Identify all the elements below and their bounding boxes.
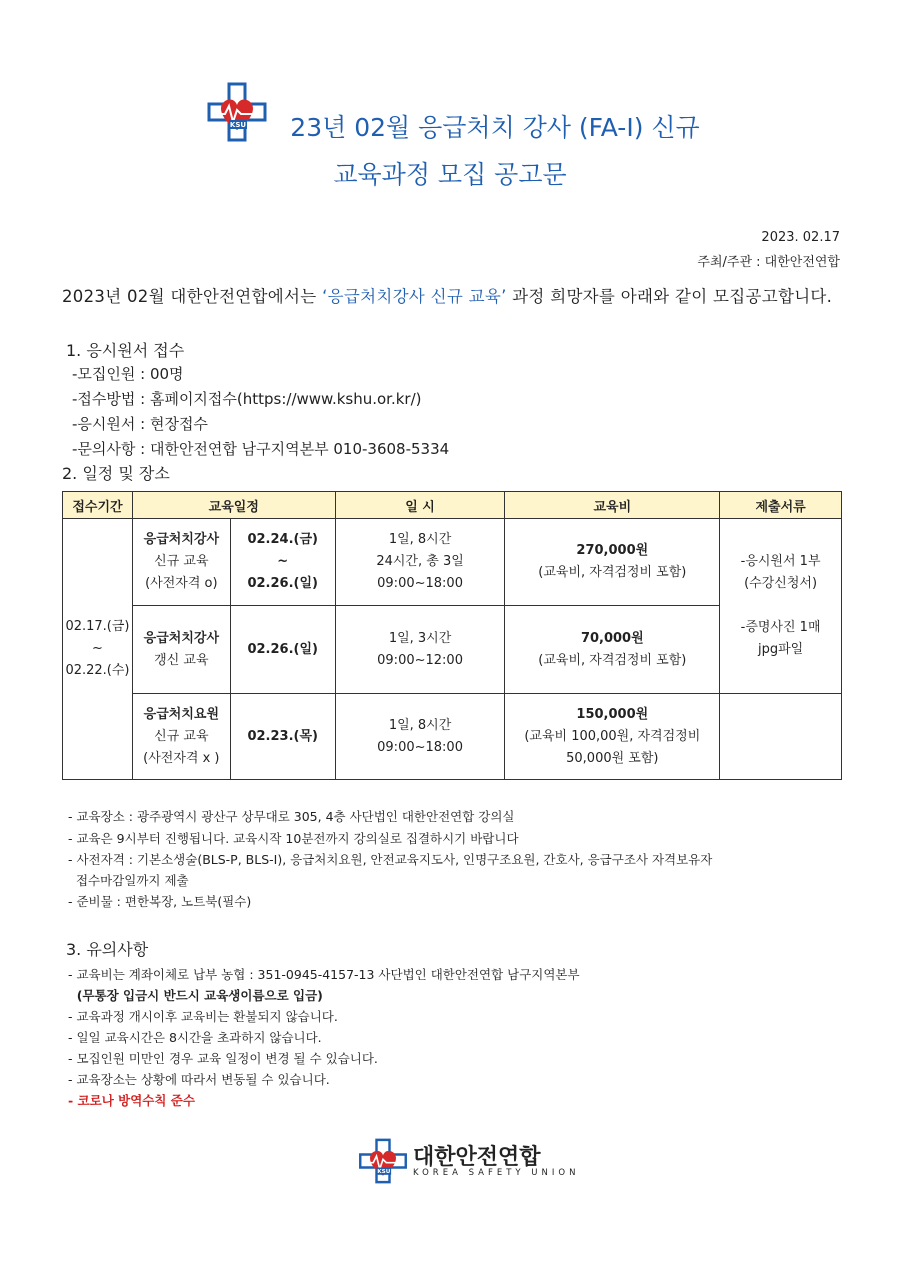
intro-highlight: ‘응급처치강사 신규 교육’ — [322, 287, 507, 306]
fee-cell — [505, 519, 720, 606]
document-spacer — [721, 595, 840, 617]
fee-amount: 70,000원 — [580, 630, 644, 646]
caution-item: - 교육장소는 상황에 따라서 변동될 수 있습니다. — [68, 1072, 330, 1087]
course-prereq: (사전자격 o) — [145, 576, 218, 591]
fee-note: (교육비, 자격검정비 포함) — [538, 652, 687, 668]
course-prereq: (사전자격 x ) — [143, 750, 220, 766]
period-cell — [63, 519, 133, 780]
note-line: - 교육은 9시부터 진행됩니다. 교육시작 10분전까지 강의실로 집결하시기 바랍니다 — [68, 831, 519, 846]
documents-cell-empty — [720, 694, 842, 780]
caution-item: (무통장 입금시 반드시 교육생이름으로 입금) — [68, 988, 323, 1003]
header-time: 일 시 — [335, 492, 505, 519]
intro-paragraph — [62, 283, 842, 310]
document-line: jpg파일 — [757, 642, 804, 657]
time-cell — [335, 519, 505, 606]
course-cell — [132, 694, 230, 780]
course-type: 갱신 교육 — [154, 652, 209, 668]
time-line: 09:00~18:00 — [377, 739, 463, 755]
time-cell — [335, 694, 505, 780]
time-line: 24시간, 총 3일 — [376, 554, 464, 569]
course-name: 응급처치요원 — [143, 706, 220, 722]
logo-text: KSU — [229, 121, 247, 129]
caution-item: - 교육비는 계좌이체로 납부 농협 : 351-0945-4157-13 사단법인 대한안전연합 남구지역본부 — [68, 967, 580, 982]
date-cell — [230, 606, 335, 694]
course-type: 신규 교육 — [154, 728, 209, 744]
header-fee: 교육비 — [505, 492, 720, 519]
date-start: 02.26.(일) — [247, 641, 318, 657]
document-line: (수강신청서) — [744, 576, 818, 591]
org-name-en: KOREA SAFETY UNION — [413, 1168, 580, 1178]
section-2-heading: 2. 일정 및 장소 — [62, 464, 170, 483]
fee-amount: 150,000원 — [576, 706, 649, 722]
fee-note: (교육비, 자격검정비 포함) — [538, 565, 687, 580]
header-schedule: 교육일정 — [132, 492, 335, 519]
time-line: 1일, 8시간 — [388, 717, 452, 733]
caution-item: - 교육과정 개시이후 교육비는 환불되지 않습니다. — [68, 1009, 338, 1024]
section-3-heading: 3. 유의사항 — [66, 940, 149, 959]
time-line: 09:00~12:00 — [377, 652, 463, 668]
date-cell — [230, 519, 335, 606]
fee-note: 50,000원 포함) — [566, 750, 659, 766]
header-documents: 제출서류 — [720, 492, 842, 519]
document-line: -응시원서 1부 — [740, 554, 821, 569]
time-line: 1일, 8시간 — [388, 532, 452, 547]
schedule-table — [62, 491, 842, 780]
ksu-footer-logo-icon — [357, 1138, 409, 1184]
date-start: 02.23.(목) — [247, 728, 318, 744]
time-line: 1일, 3시간 — [388, 630, 452, 646]
intro-post: 과정 희망자를 아래와 같이 모집공고합니다. — [506, 287, 833, 306]
fee-cell — [505, 606, 720, 694]
date-end: 02.26.(일) — [247, 576, 318, 591]
course-cell — [132, 606, 230, 694]
period-end: 02.22.(수) — [65, 663, 130, 678]
fee-note: (교육비 100,00원, 자격검정비 — [524, 728, 701, 744]
course-name: 응급처치강사 — [143, 630, 220, 646]
note-line: - 교육장소 : 광주광역시 광산구 상무대로 305, 4층 사단법인 대한안전연합 강의실 — [68, 809, 515, 824]
date-cell — [230, 694, 335, 780]
org-name: 대한안전연합 — [413, 1145, 541, 1170]
title-line-2: 교육과정 모집 공고문 — [333, 160, 567, 189]
section-1-item: -접수방법 : 홈페이지접수(https://www.kshu.or.kr/) — [72, 390, 422, 408]
document-line: -증명사진 1매 — [740, 620, 821, 635]
time-line: 09:00~18:00 — [377, 576, 463, 591]
documents-cell — [720, 519, 842, 694]
period-sep: ~ — [92, 641, 103, 656]
period-start: 02.17.(금) — [65, 619, 130, 634]
table-row — [63, 694, 842, 780]
note-line: - 사전자격 : 기본소생술(BLS-P, BLS-I), 응급처치요원, 안전교육지도사, 인명구조요원, 간호사, 응급구조사 자격보유자 — [68, 852, 713, 867]
covid-warning: - 코로나 방역수칙 준수 — [68, 1093, 195, 1108]
fee-cell — [505, 694, 720, 780]
header-period: 접수기간 — [63, 492, 133, 519]
host-info: 주최/주관 : 대한안전연합 — [697, 255, 840, 270]
intro-pre: 2023년 02월 대한안전연합에서는 — [62, 287, 323, 306]
caution-item: - 일일 교육시간은 8시간을 초과하지 않습니다. — [68, 1030, 322, 1045]
date-sep: ~ — [277, 554, 289, 569]
title-line-1: 23년 02월 응급처치 강사 (FA-I) 신규 — [290, 113, 700, 142]
table-header-row — [63, 492, 842, 519]
course-name: 응급처치강사 — [143, 532, 220, 547]
note-line: - 준비물 : 편한복장, 노트북(필수) — [68, 894, 252, 909]
time-cell — [335, 606, 505, 694]
table-row — [63, 519, 842, 606]
course-cell — [132, 519, 230, 606]
date-start: 02.24.(금) — [247, 532, 318, 547]
section-1-item: -문의사항 : 대한안전연합 남구지역본부 010-3608-5334 — [72, 440, 450, 458]
section-1-item: -응시원서 : 현장접수 — [72, 415, 208, 433]
fee-amount: 270,000원 — [576, 543, 649, 558]
caution-item: - 모집인원 미만인 경우 교육 일정이 변경 될 수 있습니다. — [68, 1051, 378, 1066]
course-type: 신규 교육 — [154, 554, 209, 569]
note-line: 접수마감일까지 제출 — [68, 873, 189, 888]
section-1-heading: 1. 응시원서 접수 — [66, 341, 185, 360]
section-1-item: -모집인원 : 00명 — [72, 365, 184, 383]
footer-logo-text: KSU — [377, 1169, 391, 1176]
document-date: 2023. 02.17 — [761, 230, 840, 245]
